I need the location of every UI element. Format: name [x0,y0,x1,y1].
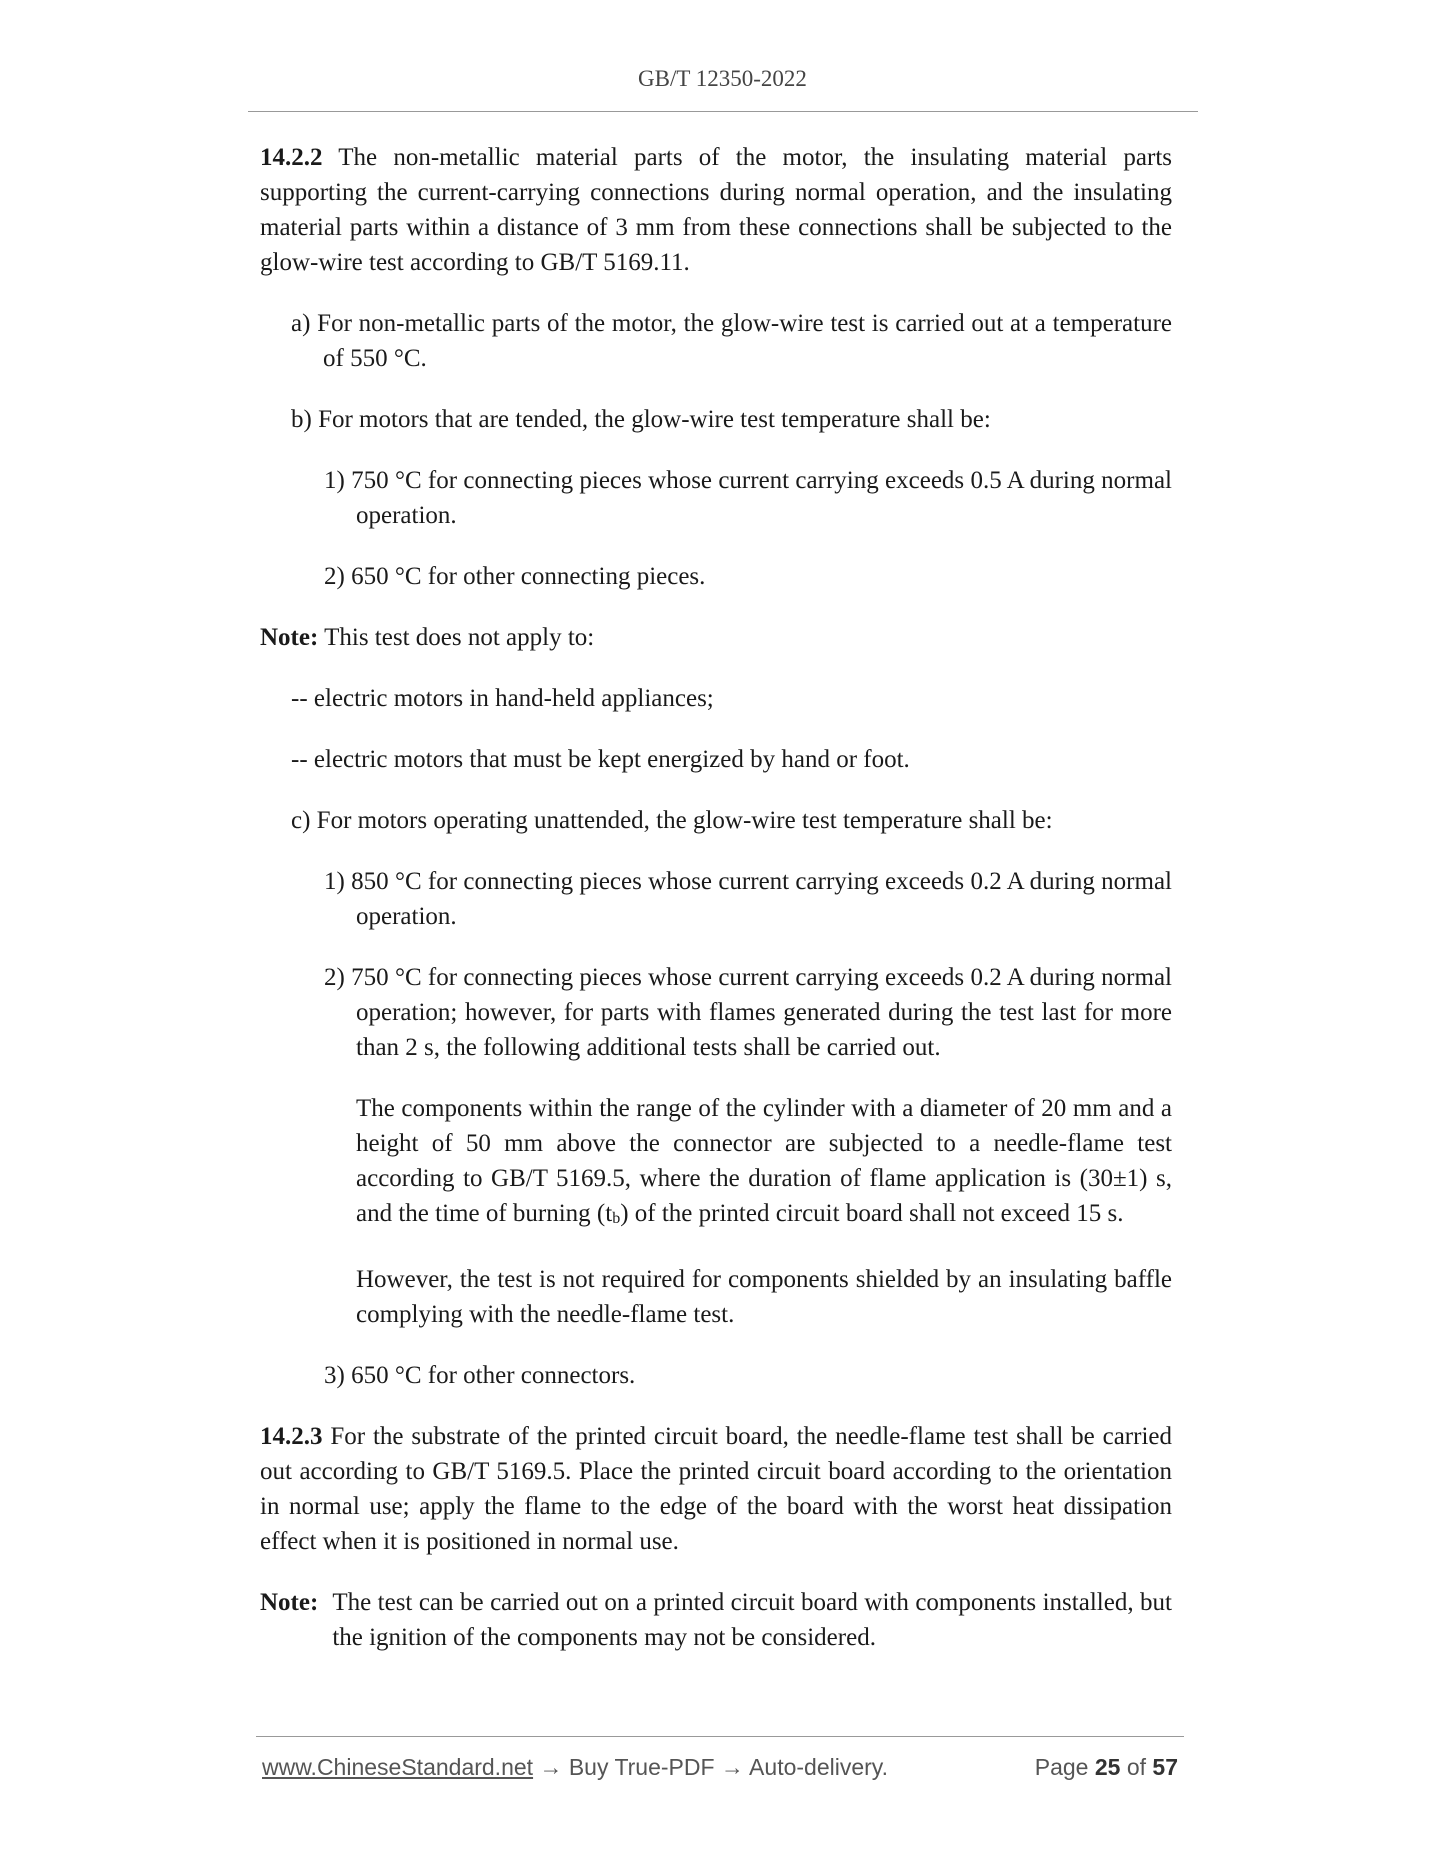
note-1 [260,620,1172,655]
list-text: 650 °C for other connecting pieces. [351,563,706,590]
list-marker: b) [291,406,312,433]
subscript: b [612,1210,621,1227]
list-marker: c) [291,807,311,834]
clause-14-2-2 [260,140,1172,280]
note-label: Note: [260,624,319,651]
page-word: Page [1034,1754,1089,1780]
page-content [260,140,1172,1655]
list-item-b-1 [260,463,1172,533]
clause-text: The non-metallic material parts of the motor, the insulating material parts supporting the current-carrying connections during normal operation, and the insulating material parts within a distance of 3 mm from these connections shall be subjected to the glow-wire test according to GB/T 5169.11. [260,144,1172,276]
website-link[interactable]: www.ChineseStandard.net [262,1754,534,1780]
document-code-header: GB/T 12350-2022 [638,66,807,91]
note-label: Note: [260,1589,319,1616]
list-item-b [260,402,1172,437]
list-marker: 1) [324,868,345,895]
note-1-dash-1: -- electric motors in hand-held appliances; [291,685,714,712]
of-word: of [1126,1754,1147,1780]
list-marker: 2) [324,964,345,991]
list-text: For motors operating unattended, the glow-wire test temperature shall be: [316,807,1053,834]
clause-number: 14.2.2 [260,144,323,171]
footer-divider [256,1736,1184,1737]
note-text: This test does not apply to: [318,624,595,651]
note-text: The test can be carried out on a printed circuit board with components installed, but the ignition of the components may not be considered. [332,1589,1172,1651]
current-page: 25 [1094,1754,1121,1780]
list-text: 750 °C for connecting pieces whose current carrying exceeds 0.5 A during normal operation. [351,467,1172,529]
list-marker: a) [291,310,311,337]
clause-14-2-3 [260,1419,1172,1559]
list-text: 650 °C for other connectors. [351,1362,636,1389]
clause-text: For the substrate of the printed circuit board, the needle-flame test shall be carried out according to GB/T 5169.5. Place the printed circuit board according to the orientation in normal use; apply the flame to the edge of the board with the worst heat dissipation effect when it is positioned in normal use. [260,1423,1172,1555]
clause-number: 14.2.3 [260,1423,323,1450]
list-item-c [260,803,1172,838]
baffle-paragraph: However, the test is not required for components shielded by an insulating baffle complying with the needle-flame test. [356,1266,1172,1328]
total-pages: 57 [1152,1754,1178,1780]
list-text: 850 °C for connecting pieces whose current carrying exceeds 0.2 A during normal operation. [351,868,1172,930]
list-item-c-1 [260,864,1172,934]
list-text: For non-metallic parts of the motor, the glow-wire test is carried out at a temperature of 550 °C. [317,310,1173,372]
list-item-a [260,306,1172,376]
header-divider [248,111,1198,112]
paragraph-text: ) of the printed circuit board shall not exceed 15 s. [620,1200,1124,1227]
note-1-dash-2: -- electric motors that must be kept energized by hand or foot. [291,746,910,773]
list-item-b-2 [260,559,1172,594]
note-2 [260,1585,1172,1655]
needle-flame-paragraph [260,1091,1172,1236]
list-marker: 3) [324,1362,345,1389]
list-marker: 2) [324,563,345,590]
footer-promo [262,1754,888,1781]
list-item-c-3 [260,1358,1172,1393]
list-text: For motors that are tended, the glow-wire test temperature shall be: [318,406,991,433]
list-marker: 1) [324,467,345,494]
footer-promo-text: → Buy True-PDF → Auto-delivery. [533,1754,888,1780]
list-text: 750 °C for connecting pieces whose current carrying exceeds 0.2 A during normal operation; however, for parts with flames generated during the test last for more than 2 s, the following additional tests shall be carried out. [351,964,1172,1061]
paragraph-text: The components within the range of the cylinder with a diameter of 20 mm and a height of 50 mm above the connector are subjected to a needle-flame test according to GB/T 5169.5, where the duration of flame application is (30±1) s, and the time of burning (t [356,1095,1172,1227]
list-item-c-2 [260,960,1172,1065]
page-counter [1035,1754,1178,1781]
